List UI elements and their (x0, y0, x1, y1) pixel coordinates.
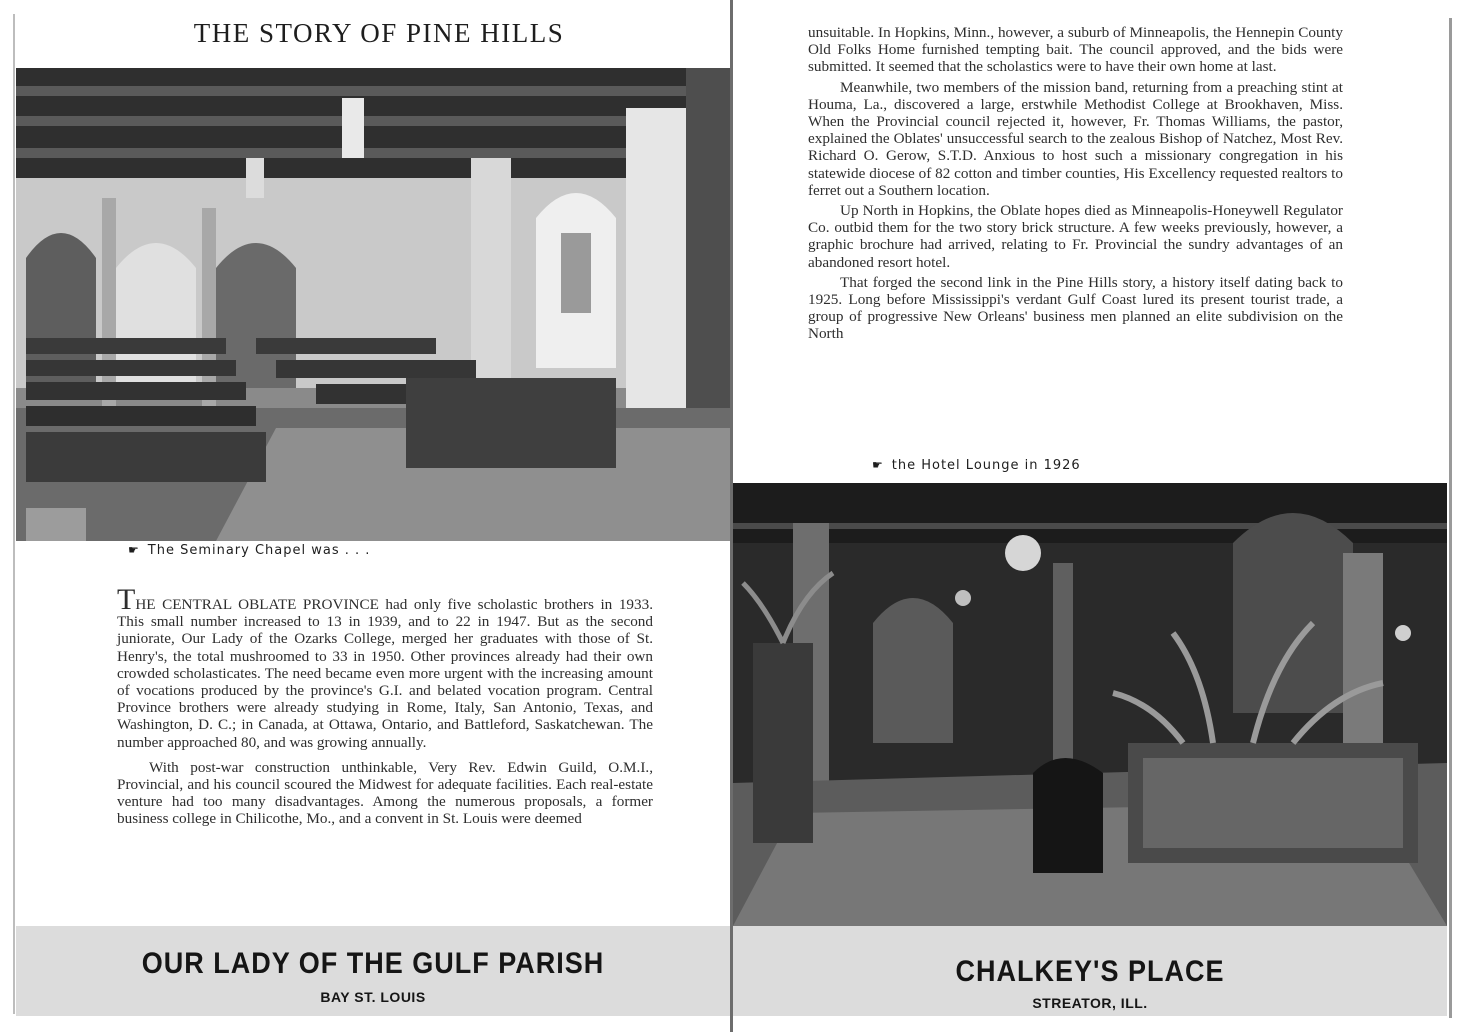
drop-cap: T (117, 583, 136, 616)
left-article-text (117, 583, 653, 828)
right-paragraph-1: unsuitable. In Hopkins, Minn., however, a suburb of Minneapolis, the Hennepin County Old Folks Home furnished tempting bait. The council approved, and the bids were submitted. It seemed that the scholastics were to have their own home at last. (808, 24, 1343, 76)
lounge-illustration (733, 483, 1447, 926)
right-paragraph-3: Up North in Hopkins, the Oblate hopes died as Minneapolis-Honeywell Regulator Co. outbid them for the two story brick structure. A few weeks previously, however, a graphic brochure had arrived, relating to Fr. Provincial the sundry advantages of an abandoned resort hotel. (808, 202, 1343, 271)
chapel-caption (128, 543, 370, 558)
lounge-caption (872, 458, 1081, 473)
right-ad-location: STREATOR, ILL. (1032, 995, 1148, 1011)
left-paragraph-1-text: HE CENTRAL OBLATE PROVINCE had only five scholastic brothers in 1933. This small number increased to 13 in 1939, and to 22 in 1947. But as the second juniorate, Our Lady of the Ozarks College, merged her graduates with those of St. Henry's, the total mushroomed to 33 in 1950. Other provinces already had their own crowded scholasticates. The need became even more urgent with the increasing amount of vocations produced by the province's G.I. and belated vocation program. Central Province brothers were already studying in Rome, Italy, San Antonio, Texas, and Washington, D. C.; in Canada, at Ottawa, Ontario, and Battleford, Saskatchewan. The number approached 80, and was growing annually. (117, 596, 653, 751)
right-paragraph-2: Meanwhile, two members of the mission band, returning from a preaching stint at Houma, La., discovered a large, erstwhile Methodist College at Brookhaven, Miss. When the Provincial council rejected it, however, Fr. Thomas Williams, the pastor, explained the Oblates' unsuccessful search to the zealous Bishop of Natchez, Most Rev. Richard O. Gerow, S.T.D. Anxious to host such a missionary congregation in his statewide diocese of 82 cotton and timber counties, His Excellency requested realtors to ferret out a Southern location. (808, 78, 1343, 199)
left-paragraph-1 (117, 583, 653, 751)
lounge-caption-text: the Hotel Lounge in 1926 (891, 458, 1081, 473)
page-title: THE STORY OF PINE HILLS (193, 18, 565, 48)
chapel-photo (16, 68, 730, 541)
right-page-edge (1449, 18, 1452, 1018)
chapel-caption-text: The Seminary Chapel was . . . (147, 543, 371, 558)
hand-pointer-icon: ☛ (872, 458, 884, 472)
hand-pointer-icon: ☛ (128, 543, 140, 557)
left-ad-name: OUR LADY OF THE GULF PARISH (141, 946, 605, 980)
hotel-lounge-photo (733, 483, 1447, 926)
right-advertisement (733, 926, 1447, 1016)
left-advertisement (16, 926, 730, 1016)
left-paragraph-2: With post-war construction unthinkable, Very Rev. Edwin Guild, O.M.I., Provincial, and his council scoured the Midwest for adequate facilities. Each real-estate venture had too many disadvantages. Among the numerous proposals, a former business college in Chilicothe, Mo., and a convent in St. Louis were deemed (117, 758, 653, 828)
chapel-illustration (16, 68, 730, 541)
right-article-text (808, 24, 1343, 343)
left-ad-location: BAY ST. LOUIS (320, 989, 426, 1005)
right-ad-name: CHALKEY'S PLACE (955, 954, 1225, 988)
right-paragraph-4: That forged the second link in the Pine Hills story, a history itself dating back to 1925. Long before Mississippi's verdant Gulf Coast lured its present tourist trade, a group of progressive New Orleans' business men planned an elite subdivision on the North (808, 273, 1343, 343)
left-page-edge (13, 14, 15, 1014)
